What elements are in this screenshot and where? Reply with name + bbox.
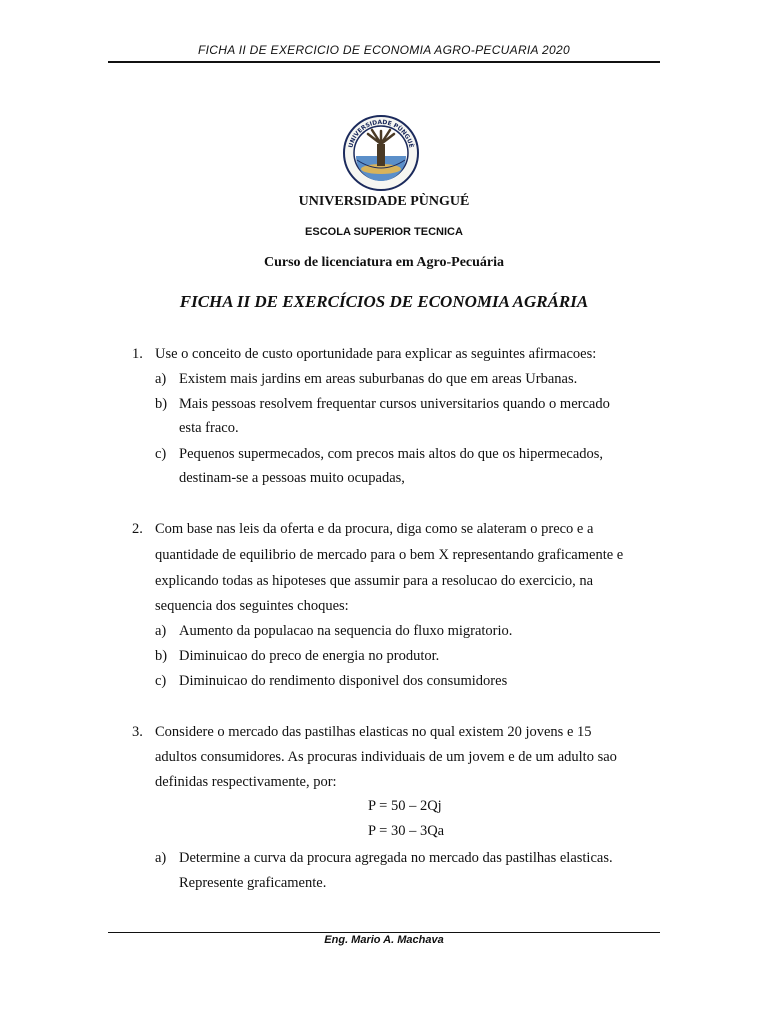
svg-text:UNIVERSIDADE PÙNGUÈ: UNIVERSIDADE PÙNGUÈ: [347, 118, 415, 149]
question-1a-label: a): [155, 371, 167, 387]
question-2a-text: Aumento da populacao na sequencia do fluxo migratorio.: [179, 623, 513, 639]
question-1c-label: c): [155, 446, 167, 462]
question-1c-text: Pequenos supermecados, com precos mais altos do que os hipermecados,: [179, 446, 604, 462]
question-2-text-cont: quantidade de equilibrio de mercado para o bem X representando graficamente e: [155, 547, 624, 563]
question-2b-label: b): [155, 648, 168, 664]
question-2b-text: Diminuicao do preco de energia no produtor.: [179, 648, 440, 664]
question-1b-text-cont: esta fraco.: [179, 420, 239, 436]
demand-formula-youth: P = 50 – 2Qj: [368, 798, 442, 814]
question-2-text-cont: explicando todas as hipoteses que assumir para a resolucao do exercicio, na: [155, 573, 594, 589]
question-3-number: 3.: [132, 724, 143, 740]
question-3a-text: Determine a curva da procura agregada no mercado das pastilhas elasticas.: [179, 850, 613, 866]
course-name: Curso de licenciatura em Agro-Pecuária: [263, 255, 505, 270]
question-3-text: Considere o mercado das pastilhas elasticas no qual existem 20 jovens e 15: [155, 724, 592, 740]
question-2a-label: a): [155, 623, 167, 639]
question-1-text: Use o conceito de custo oportunidade para explicar as seguintes afirmacoes:: [155, 346, 597, 362]
question-3-text-cont: adultos consumidores. As procuras individuais de um jovem e de um adulto sao: [155, 749, 617, 765]
university-seal-icon: [342, 114, 420, 192]
question-2-text-cont: sequencia dos seguintes choques:: [155, 598, 349, 614]
page-footer: Eng. Mario A. Machava: [324, 934, 444, 946]
header-divider: [108, 61, 660, 63]
university-name: UNIVERSIDADE PÙNGUÉ: [298, 194, 470, 209]
question-1b-text: Mais pessoas resolvem frequentar cursos universitarios quando o mercado: [179, 396, 610, 412]
question-3-text-cont: definidas respectivamente, por:: [155, 774, 337, 790]
question-3a-label: a): [155, 850, 167, 866]
footer-divider: [108, 932, 660, 933]
question-1a-text: Existem mais jardins em areas suburbanas do que em areas Urbanas.: [179, 371, 578, 387]
question-2-text: Com base nas leis da oferta e da procura, diga como se alateram o preco e a: [155, 521, 594, 537]
school-name: ESCOLA SUPERIOR TECNICA: [305, 226, 463, 238]
demand-formula-adult: P = 30 – 3Qa: [368, 823, 445, 839]
question-1b-label: b): [155, 396, 168, 412]
page-title: FICHA II DE EXERCÍCIOS DE ECONOMIA AGRÁRIA: [179, 292, 589, 311]
question-2-number: 2.: [132, 521, 143, 537]
question-1c-text-cont: destinam-se a pessoas muito ocupadas,: [179, 470, 405, 486]
question-2c-label: c): [155, 673, 167, 689]
question-1-number: 1.: [132, 346, 143, 362]
page-header: FICHA II DE EXERCICIO DE ECONOMIA AGRO-PECUARIA 2020: [198, 43, 570, 57]
question-2c-text: Diminuicao do rendimento disponivel dos consumidores: [179, 673, 508, 689]
question-3a-text-cont: Represente graficamente.: [179, 875, 327, 891]
